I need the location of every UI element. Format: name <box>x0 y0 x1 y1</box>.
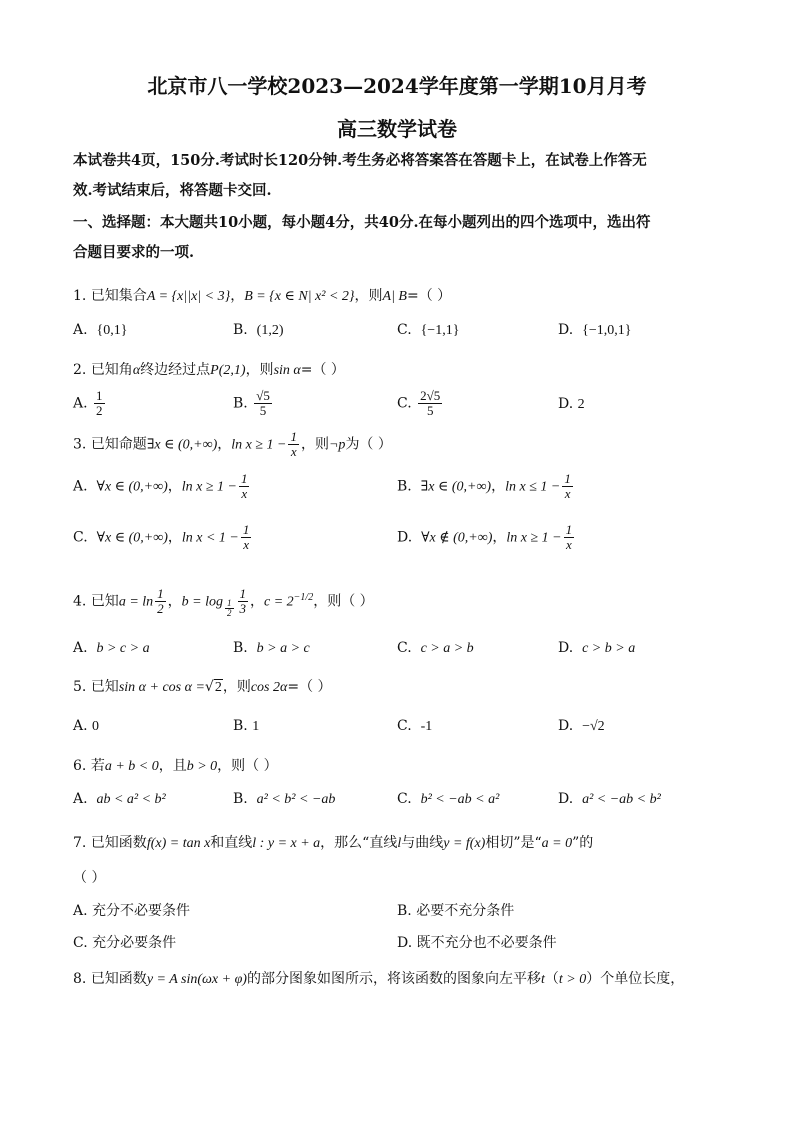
option-A[interactable] <box>73 322 127 339</box>
math-expression: ¬p <box>328 437 346 453</box>
option-A[interactable]: A. 充分不必要条件 <box>73 903 191 919</box>
question-number: 1. <box>73 288 87 304</box>
question-text: 已知 <box>90 679 119 695</box>
question-text: ，那么“直线 <box>320 835 398 851</box>
question-number: 7. <box>73 835 87 851</box>
question-text: 已知 <box>90 593 119 610</box>
option-label: C. <box>397 640 412 656</box>
question-text: 已知角 <box>90 362 133 378</box>
intro-line1: 本试卷共4页，150分.考试时长120分钟.考生务必将答案答在答题卡上，在试卷上作答无 <box>73 152 647 169</box>
question-text: （ <box>544 971 559 987</box>
option-A[interactable]: A. ab < a² < b² <box>73 791 166 807</box>
question-text: ，则（ ） <box>313 593 374 610</box>
option-D[interactable]: D. −√2 <box>558 718 605 734</box>
option-label: B. <box>233 718 248 734</box>
option-D[interactable] <box>558 322 631 339</box>
option-B[interactable]: B. 1 <box>233 718 260 734</box>
option-D[interactable]: D. ∀x ∉ (0,+∞)，ln x ≥ 1 − $\frac{1}{x}$ <box>397 522 573 552</box>
option-label: C. <box>73 935 88 951</box>
option-C[interactable] <box>397 389 444 418</box>
fraction: $\frac{1}{x}$ <box>564 471 571 501</box>
question-text: 若 <box>90 758 105 774</box>
question-text: ，则（ ） <box>217 758 278 774</box>
question-number: 3. <box>73 436 87 453</box>
question-3: 3. 已知命题∃x ∈ (0,+∞)，ln x ≥ 1 − $\frac{1}{x}$ ，则¬p为（ ） <box>73 429 392 459</box>
question-text: ）个单位长度， <box>586 971 685 987</box>
question-4: 4. 已知a = ln $\frac{1}{2}$ ，b = log $\frac{1}{2}$ $\frac{1}{3}$ ，$c = 2^{-1/2}$，则（ ） <box>73 586 374 618</box>
fraction: $\frac{1}{2}$ <box>157 586 164 616</box>
option-A[interactable]: A. ∀x ∈ (0,+∞)，ln x ≥ 1 − $\frac{1}{x}$ <box>73 471 248 501</box>
question-text: ”的 <box>572 835 594 851</box>
option-text: 2 <box>577 397 585 412</box>
question-text: =（ ） <box>406 288 452 304</box>
option-B[interactable] <box>233 389 274 418</box>
option-text: {−1,1} <box>420 323 460 338</box>
option-C[interactable]: C. 充分必要条件 <box>73 935 177 951</box>
question-7: 7. 已知函数f(x) = tan x和直线l : y = x + a，那么“直线l与曲线y = f(x)相切”是“a = 0”的 <box>73 835 594 851</box>
option-label: C. <box>397 322 412 338</box>
option-label: A. <box>73 395 88 412</box>
question-text: ，则 <box>222 679 251 695</box>
question-text: ，且 <box>158 758 187 774</box>
question-5: 5. 已知sin α + cos α =√2，则cos 2α=（ ） <box>73 679 332 695</box>
question-text: 已知集合 <box>90 288 147 304</box>
question-text: 已知命题 <box>90 436 147 453</box>
question-text: ，则 <box>354 288 383 304</box>
option-label: C. <box>73 529 88 546</box>
fraction: $\frac{1}{x}$ <box>242 522 250 552</box>
option-label: D. <box>558 396 574 412</box>
question-text: 与曲线 <box>401 835 444 851</box>
option-D[interactable]: D. a² < −ab < b² <box>558 791 661 807</box>
option-text: (1,2) <box>256 323 284 338</box>
question-7-paren: （ ） <box>73 870 106 886</box>
option-label: B. <box>233 640 248 656</box>
math-expression: P(2,1) <box>210 363 246 378</box>
option-label: A. <box>73 478 88 495</box>
option-text: {0,1} <box>96 323 128 338</box>
fraction: $\frac{1}{x}$ <box>290 429 297 459</box>
option-label: D. <box>397 935 413 951</box>
option-D[interactable]: D. 既不充分也不必要条件 <box>397 935 557 951</box>
question-text: ，则 <box>245 362 274 378</box>
fraction: $\frac{1}{x}$ <box>565 522 573 552</box>
option-B[interactable] <box>233 322 283 339</box>
option-A[interactable]: A. b > c > a <box>73 640 150 656</box>
option-label: C. <box>397 395 412 412</box>
option-label: A. <box>73 903 88 919</box>
option-label: A. <box>73 791 88 807</box>
question-1 <box>73 285 451 305</box>
option-B[interactable]: B. a² < b² < −ab <box>233 791 336 807</box>
option-D[interactable]: D. c > b > a <box>558 640 636 656</box>
question-number: 2. <box>73 362 87 378</box>
option-B[interactable]: B. 必要不充分条件 <box>397 903 515 919</box>
option-label: D. <box>558 322 574 338</box>
fraction: $\frac{2√5}{5}$ <box>420 388 441 418</box>
option-A[interactable]: A. 0 <box>73 718 100 734</box>
option-text: {−1,0,1} <box>582 323 632 338</box>
option-C[interactable] <box>397 322 459 339</box>
option-C[interactable]: C. ∀x ∈ (0,+∞)，ln x < 1 − $\frac{1}{x}$ <box>73 522 250 552</box>
fraction: $\frac{1}{x}$ <box>240 471 248 501</box>
math-expression: ∃x ∈ (0,+∞) <box>146 437 218 453</box>
option-C[interactable]: C. -1 <box>397 718 433 734</box>
question-text: 和直线 <box>210 835 253 851</box>
math-expression: A| B <box>382 289 407 304</box>
option-label: D. <box>397 529 413 546</box>
question-text: 已知函数 <box>90 835 147 851</box>
option-label: A. <box>73 640 88 656</box>
option-B[interactable]: B. b > a > c <box>233 640 310 656</box>
question-number: 8. <box>73 971 87 987</box>
question-text: 终边经过点 <box>140 362 211 378</box>
question-text: ， <box>230 288 245 304</box>
option-A[interactable] <box>73 389 107 418</box>
option-C[interactable]: C. c > a > b <box>397 640 474 656</box>
exam-title-line1: 北京市八一学校2023—2024学年度第一学期10月月考 <box>147 74 647 98</box>
option-D[interactable] <box>558 396 585 413</box>
log-base-fraction: $\frac{1}{2}$ <box>227 597 232 618</box>
question-text: =（ ） <box>300 362 345 378</box>
question-text: 已知函数 <box>90 971 147 987</box>
math-expression: A = {x||x| < 3} <box>146 289 231 304</box>
intro-line2: 效.考试结束后，将答题卡交回. <box>73 182 272 199</box>
section-heading-line2: 合题目要求的一项. <box>73 244 195 261</box>
question-number: 6. <box>73 758 87 774</box>
fraction: $\frac{1}{3}$ <box>239 586 246 616</box>
question-6: 6. 若a + b < 0，且b > 0，则（ ） <box>73 758 278 774</box>
question-2 <box>73 359 345 379</box>
question-text: 的部分图象如图所示，将该函数的图象向左平移 <box>246 971 541 987</box>
section-heading-line1: 一、选择题：本大题共10小题，每小题4分，共40分.在每小题列出的四个选项中，选出符 <box>73 214 651 231</box>
fraction: $\frac{√5}{5}$ <box>256 388 270 418</box>
fraction: $\frac{1}{2}$ <box>96 388 103 418</box>
option-label: B. <box>233 791 248 807</box>
math-expression: ln x ≥ 1 − <box>231 437 287 453</box>
option-label: A. <box>73 322 88 338</box>
option-label: D. <box>558 791 574 807</box>
option-label: A. <box>73 718 88 734</box>
option-label: C. <box>397 791 412 807</box>
question-text: 为（ ） <box>345 436 392 453</box>
radicand: 2 <box>214 680 222 695</box>
math-expression: sin α <box>273 363 301 378</box>
question-text: 相切”是“ <box>485 835 542 851</box>
question-number: 5. <box>73 679 87 695</box>
option-C[interactable]: C. b² < −ab < a² <box>397 791 500 807</box>
exponent: −1/2 <box>293 591 314 603</box>
question-text: =（ ） <box>287 679 332 695</box>
option-B[interactable]: B. ∃x ∈ (0,+∞)，ln x ≤ 1 − $\frac{1}{x}$ <box>397 471 571 501</box>
question-text: ，则 <box>300 436 329 453</box>
math-expression: B = {x ∈ N| x² < 2} <box>244 289 355 304</box>
option-label: C. <box>397 718 412 734</box>
option-label: D. <box>558 640 574 656</box>
option-label: B. <box>233 395 248 412</box>
question-number: 4. <box>73 593 87 610</box>
exam-title-line2: 高三数学试卷 <box>337 117 457 141</box>
option-label: D. <box>558 718 574 734</box>
option-label: B. <box>233 322 248 338</box>
question-8: 8. 已知函数y = A sin(ωx + φ)的部分图象如图所示，将该函数的图象向左平移t（t > 0）个单位长度， <box>73 971 685 987</box>
option-label: B. <box>397 478 412 495</box>
option-label: B. <box>397 903 412 919</box>
math-expression: α <box>132 363 141 378</box>
